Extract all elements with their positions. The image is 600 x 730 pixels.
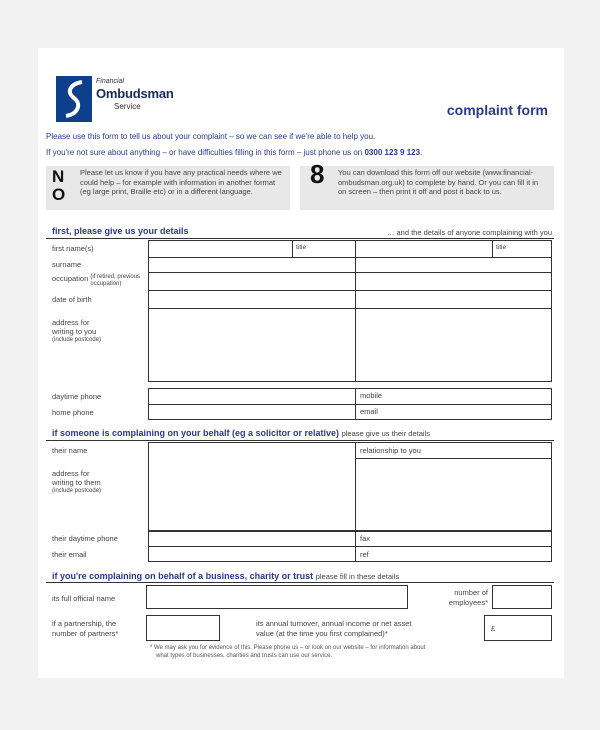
employees-input[interactable] — [492, 585, 552, 609]
logo-text-ombudsman: Ombudsman — [96, 86, 174, 101]
daytime-phone-input[interactable] — [149, 389, 354, 403]
ref-label: ref — [360, 550, 369, 559]
partners-label-line2: number of partners* — [52, 629, 119, 638]
section2-rule — [46, 440, 554, 441]
form-page — [38, 48, 564, 678]
representative-name-address-input[interactable] — [149, 443, 354, 531]
first-names-label: first name(s) — [52, 244, 94, 253]
ombudsman-logo-mark — [56, 76, 92, 122]
section3-heading-text: if you're complaining on behalf of a business, charity or trust — [52, 571, 314, 581]
partners-input[interactable] — [146, 615, 220, 641]
home-phone-input[interactable] — [149, 405, 354, 419]
their-address-postcode-note: (include postcode) — [52, 488, 102, 494]
occupation-label — [52, 274, 160, 288]
surname-input[interactable] — [149, 258, 354, 271]
occupation-label-text: occupation — [52, 274, 89, 283]
home-phone-label: home phone — [52, 408, 94, 417]
intro-line-1: Please use this form to tell us about your complaint – so we can see if we're able to help you. — [46, 132, 376, 141]
section3-rule — [46, 582, 554, 583]
no-symbol-text: NO — [52, 167, 66, 204]
turnover-label-line1: its annual turnover, annual income or net asset — [256, 619, 412, 628]
intro-line-2 — [46, 148, 422, 157]
turnover-input[interactable] — [484, 615, 552, 641]
section1-rule — [46, 238, 554, 239]
section3-heading-tail: please fill in these details — [315, 572, 400, 581]
no-symbol — [52, 168, 68, 204]
their-daytime-phone-input[interactable] — [149, 531, 354, 545]
currency-symbol: £ — [491, 624, 496, 633]
section2-heading — [52, 428, 430, 438]
download-form-box — [300, 159, 554, 210]
practical-needs-box — [46, 166, 290, 210]
mobile-label: mobile — [360, 391, 383, 400]
title-divider-right — [492, 240, 493, 257]
their-address-label-line2: writing to them — [52, 478, 101, 487]
surname-label: surname — [52, 260, 82, 269]
footnote-line2: what types of businesses, charities and trusts can use our service. — [156, 653, 333, 659]
practical-needs-text: Please let us know if you have any practical needs where we could help – for example with information in another format (eg large print, Braille etc) or in a different language. — [80, 168, 282, 196]
address-label-line2: writing to you — [52, 327, 97, 336]
mobile-input[interactable] — [356, 389, 551, 403]
applicant-grid-divider — [355, 240, 356, 382]
representative-grid-row-line — [355, 458, 552, 459]
intro-line-2-end: . — [420, 148, 423, 157]
official-name-label: its full official name — [52, 594, 116, 603]
eight-symbol: 8 — [310, 159, 325, 189]
section3-heading — [52, 571, 399, 581]
intro-line-2-text: If you're not sure about anything – or have difficulties filling in this form – just phone us on — [46, 148, 363, 157]
their-email-label: their email — [52, 550, 87, 559]
first-names-input-other[interactable] — [356, 241, 491, 256]
address-input[interactable] — [149, 309, 354, 381]
logo-text-financial: Financial — [96, 78, 125, 85]
their-address-label-line1: address for — [52, 469, 90, 478]
their-email-input[interactable] — [149, 547, 354, 561]
turnover-label-line2: value (at the time you first complained)* — [256, 629, 388, 638]
date-of-birth-input[interactable] — [149, 291, 354, 307]
first-names-input[interactable] — [149, 241, 291, 256]
form-title: complaint form — [446, 102, 548, 118]
address-label-line1: address for — [52, 318, 90, 327]
download-form-text: You can download this form off our website (www.financial-ombudsman.org.uk) to complete by hand. Or you can fill it in on screen – then print it off and post it back to us. — [338, 168, 539, 196]
fax-label: fax — [360, 534, 371, 543]
fax-input[interactable] — [356, 531, 551, 545]
email-label: email — [360, 407, 378, 416]
relationship-label: relationship to you — [360, 446, 421, 455]
section2-heading-tail: please give us their details — [341, 429, 430, 438]
partners-label-line1: if a partnership, the — [52, 619, 117, 628]
title-label-right: title — [496, 244, 507, 251]
logo-text-service: Service — [114, 102, 141, 111]
official-name-input[interactable] — [146, 585, 408, 609]
their-name-label: their name — [52, 446, 88, 455]
section1-heading: first, please give us your details — [52, 226, 189, 236]
ref-input[interactable] — [356, 547, 551, 561]
logo — [56, 74, 186, 124]
email-input[interactable] — [356, 405, 551, 419]
daytime-phone-label: daytime phone — [52, 392, 102, 401]
employees-label-line1: number of — [454, 588, 488, 597]
title-divider-left — [292, 240, 293, 257]
occupation-input[interactable] — [149, 273, 354, 289]
employees-label-line2: employees* — [448, 598, 488, 607]
occupation-note: (if retired, previous occupation) — [90, 274, 141, 287]
date-of-birth-label: date of birth — [52, 295, 92, 304]
section1-heading-right: … and the details of anyone complaining with you — [386, 228, 552, 237]
footnote-line1: * We may ask you for evidence of this. Please phone us – or look on our website – for information about — [150, 645, 426, 651]
address-postcode-note: (include postcode) — [52, 337, 102, 343]
phone-number: 0300 123 9 123 — [364, 148, 421, 157]
their-daytime-phone-label: their daytime phone — [52, 534, 118, 543]
title-label-left: title — [296, 244, 307, 251]
section2-heading-text: if someone is complaining on your behalf (eg a solicitor or relative) — [52, 428, 340, 438]
